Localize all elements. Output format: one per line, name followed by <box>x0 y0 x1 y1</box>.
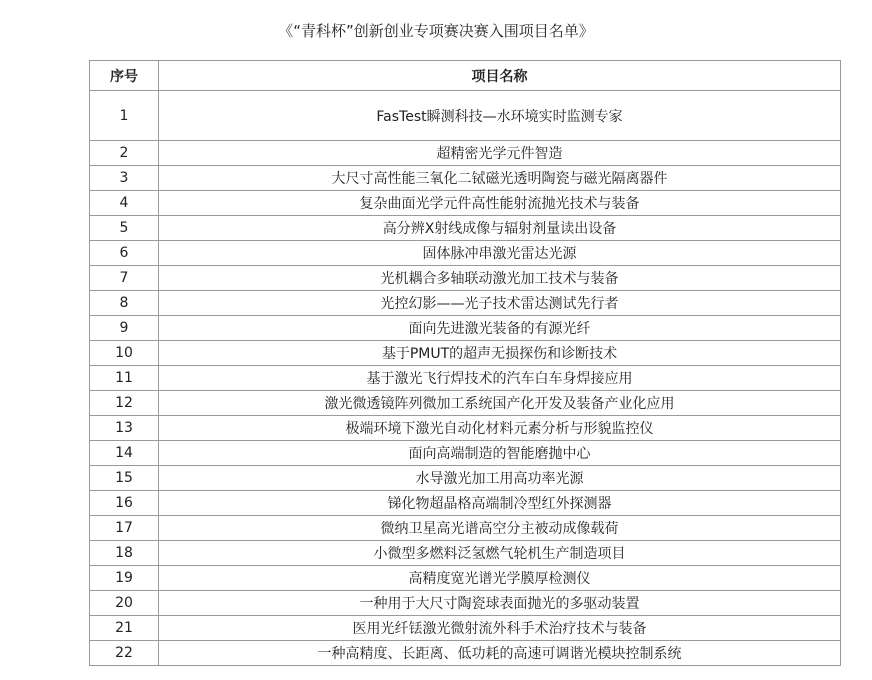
table-row <box>90 291 841 316</box>
row-project-name-cell: 一种高精度、长距离、低功耗的高速可调谐光模块控制系统 <box>159 641 841 666</box>
row-index-cell: 2 <box>90 141 159 166</box>
row-index-cell: 6 <box>90 241 159 266</box>
table-row <box>90 141 841 166</box>
row-project-name-cell: 基于激光飞行焊技术的汽车白车身焊接应用 <box>159 366 841 391</box>
row-project-name-cell: 锑化物超晶格高端制冷型红外探测器 <box>159 491 841 516</box>
table-row <box>90 541 841 566</box>
table-row <box>90 366 841 391</box>
row-index-cell: 1 <box>90 91 159 141</box>
row-index-cell: 15 <box>90 466 159 491</box>
row-index-cell: 7 <box>90 266 159 291</box>
row-project-name-cell: 光机耦合多轴联动激光加工技术与装备 <box>159 266 841 291</box>
row-project-name-cell: 小微型多燃料泛氢燃气轮机生产制造项目 <box>159 541 841 566</box>
row-project-name-cell: FasTest瞬测科技—水环境实时监测专家 <box>159 91 841 141</box>
table-row <box>90 316 841 341</box>
table-row <box>90 616 841 641</box>
document-title: 《“青科杯”创新创业专项赛决赛入围项目名单》 <box>278 22 594 40</box>
table-row <box>90 241 841 266</box>
row-index-cell: 12 <box>90 391 159 416</box>
table-row <box>90 441 841 466</box>
table-row <box>90 391 841 416</box>
table-row <box>90 266 841 291</box>
row-index-cell: 13 <box>90 416 159 441</box>
row-project-name-cell: 光控幻影——光子技术雷达测试先行者 <box>159 291 841 316</box>
row-index-cell: 21 <box>90 616 159 641</box>
row-project-name-cell: 固体脉冲串激光雷达光源 <box>159 241 841 266</box>
row-index-cell: 18 <box>90 541 159 566</box>
row-project-name-cell: 超精密光学元件智造 <box>159 141 841 166</box>
row-index-cell: 10 <box>90 341 159 366</box>
row-index-cell: 9 <box>90 316 159 341</box>
row-project-name-cell: 极端环境下激光自动化材料元素分析与形貌监控仪 <box>159 416 841 441</box>
table-row <box>90 416 841 441</box>
row-index-cell: 11 <box>90 366 159 391</box>
row-index-cell: 14 <box>90 441 159 466</box>
row-project-name-cell: 水导激光加工用高功率光源 <box>159 466 841 491</box>
row-index-cell: 16 <box>90 491 159 516</box>
row-project-name-cell: 激光微透镜阵列微加工系统国产化开发及装备产业化应用 <box>159 391 841 416</box>
project-list-table <box>89 60 841 666</box>
row-index-cell: 3 <box>90 166 159 191</box>
row-index-cell: 19 <box>90 566 159 591</box>
row-index-cell: 4 <box>90 191 159 216</box>
table-row <box>90 216 841 241</box>
table-header-row <box>90 61 841 91</box>
table-row <box>90 466 841 491</box>
column-header-index: 序号 <box>90 61 159 91</box>
row-project-name-cell: 大尺寸高性能三氧化二铽磁光透明陶瓷与磁光隔离器件 <box>159 166 841 191</box>
row-project-name-cell: 一种用于大尺寸陶瓷球表面抛光的多驱动装置 <box>159 591 841 616</box>
row-project-name-cell: 面向先进激光装备的有源光纤 <box>159 316 841 341</box>
row-index-cell: 8 <box>90 291 159 316</box>
row-project-name-cell: 微纳卫星高光谱高空分主被动成像载荷 <box>159 516 841 541</box>
row-project-name-cell: 高精度宽光谱光学膜厚检测仪 <box>159 566 841 591</box>
table-row <box>90 191 841 216</box>
table-row <box>90 591 841 616</box>
row-project-name-cell: 高分辨X射线成像与辐射剂量读出设备 <box>159 216 841 241</box>
table-row <box>90 91 841 141</box>
row-index-cell: 22 <box>90 641 159 666</box>
table-row <box>90 341 841 366</box>
row-index-cell: 20 <box>90 591 159 616</box>
table-row <box>90 641 841 666</box>
row-project-name-cell: 医用光纤铥激光微射流外科手术治疗技术与装备 <box>159 616 841 641</box>
row-index-cell: 5 <box>90 216 159 241</box>
table-row <box>90 491 841 516</box>
column-header-project-name: 项目名称 <box>159 61 841 91</box>
table-row <box>90 166 841 191</box>
row-project-name-cell: 复杂曲面光学元件高性能射流抛光技术与装备 <box>159 191 841 216</box>
row-project-name-cell: 基于PMUT的超声无损探伤和诊断技术 <box>159 341 841 366</box>
table-row <box>90 516 841 541</box>
table-row <box>90 566 841 591</box>
row-index-cell: 17 <box>90 516 159 541</box>
row-project-name-cell: 面向高端制造的智能磨抛中心 <box>159 441 841 466</box>
